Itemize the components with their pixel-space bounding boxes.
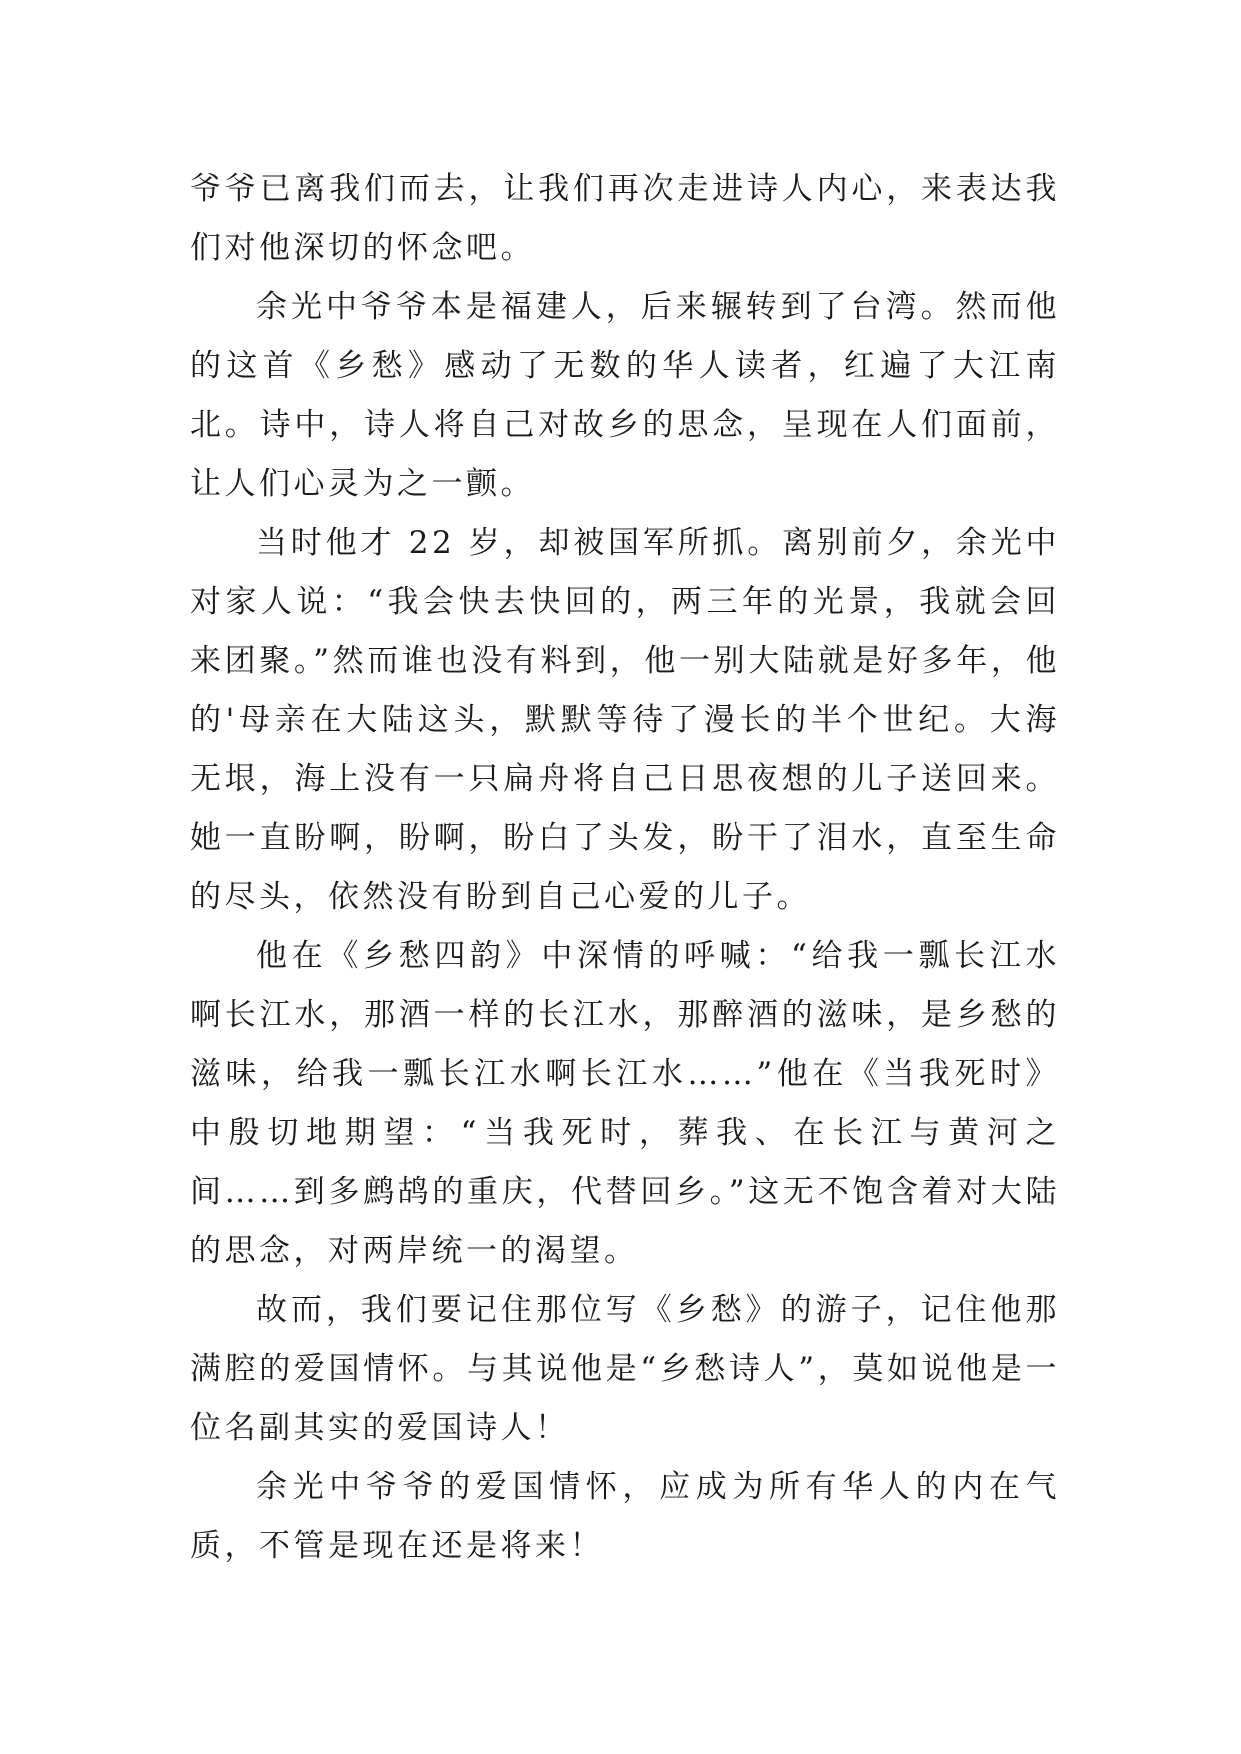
paragraph-remember: 故而，我们要记住那位写《乡愁》的游子，记住他那满腔的爱国情怀。与其说他是“乡愁诗人”，莫如说他是一位名副其实的爱国诗人！ <box>190 1292 1060 1446</box>
paragraph-poems: 他在《乡愁四韵》中深情的呼喊：“给我一瓢长江水啊长江水，那酒一样的长江水，那醉酒的滋味，是乡愁的滋味，给我一瓢长江水啊长江水……”他在《当我死时》中殷切地期望：“当我死时，葬我、在长江与黄河之间……到多鹧鸪的重庆，代替回乡。”这无不饱含着对大陆的思念，对两岸统一的渴望。 <box>190 938 1060 1269</box>
paragraph-continuation: 爷爷已离我们而去，让我们再次走进诗人内心，来表达我们对他深切的怀念吧。 <box>190 171 1060 266</box>
paragraph-conclusion: 余光中爷爷的爱国情怀，应成为所有华人的内在气质，不管是现在还是将来！ <box>190 1469 1060 1564</box>
paragraph-origin: 余光中爷爷本是福建人，后来辗转到了台湾。然而他的这首《乡愁》感动了无数的华人读者，红遍了大江南北。诗中，诗人将自己对故乡的思念，呈现在人们面前，让人们心灵为之一颤。 <box>190 289 1060 502</box>
document-body <box>190 160 1060 1576</box>
paragraph-separation: 当时他才 22 岁，却被国军所抓。离别前夕，余光中对家人说：“我会快去快回的，两三年的光景，我就会回来团聚。”然而谁也没有料到，他一别大陆就是好多年，他的'母亲在大陆这头，默默等待了漫长的半个世纪。大海无垠，海上没有一只扁舟将自己日思夜想的儿子送回来。她一直盼啊，盼啊，盼白了头发，盼干了泪水，直至生命的尽头，依然没有盼到自己心爱的儿子。 <box>190 525 1060 915</box>
